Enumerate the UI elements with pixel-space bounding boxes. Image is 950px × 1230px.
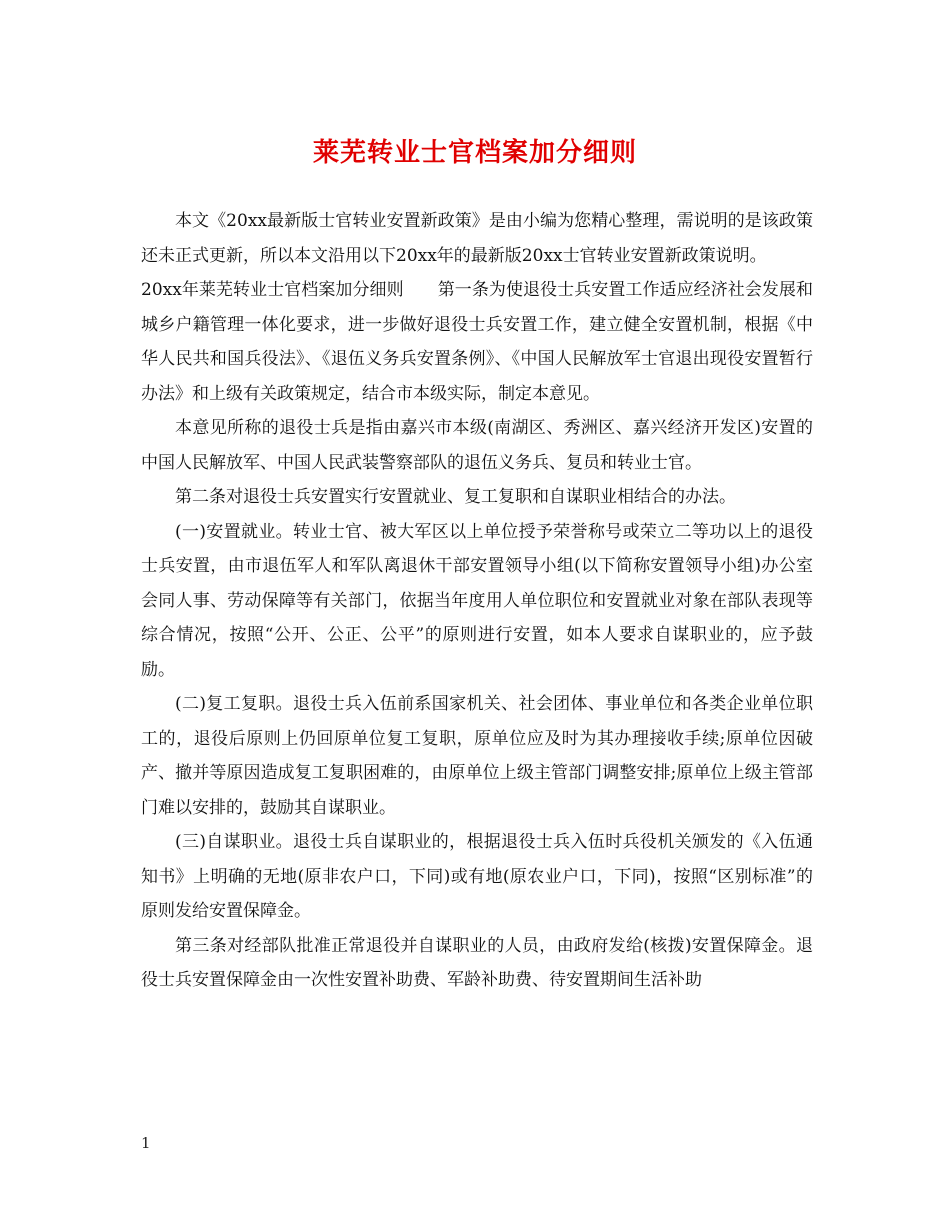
paragraph-6: (二)复工复职。退役士兵入伍前系国家机关、社会团体、事业单位和各类企业单位职工的，退役后原则上仍回原单位复工复职，原单位应及时为其办理接收手续;原单位因破产、撤并等原因造成复工复职困难的，由原单位上级主管部门调整安排;原单位上级主管部门难以安排的，鼓励其自谋职业。 (141, 694, 813, 818)
paragraph-7: (三)自谋职业。退役士兵自谋职业的，根据退役士兵入伍时兵役机关颁发的《入伍通知书》上明确的无地(原非农户口，下同)或有地(原农业户口，下同)，按照“区别标准”的原则发给安置保障金。 (141, 832, 813, 921)
paragraph-4: 第二条对退役士兵安置实行安置就业、复工复职和自谋职业相结合的办法。 (175, 487, 736, 507)
paragraph-3: 本意见所称的退役士兵是指由嘉兴市本级(南湖区、秀洲区、嘉兴经济开发区)安置的中国人民解放军、中国人民武装警察部队的退伍义务兵、复员和转业士官。 (141, 418, 813, 473)
paragraph-8: 第三条对经部队批准正常退役并自谋职业的人员，由政府发给(核拨)安置保障金。退役士兵安置保障金由一次性安置补助费、军龄补助费、待安置期间生活补助 (141, 935, 813, 990)
document-body (141, 204, 813, 998)
paragraph-5: (一)安置就业。转业士官、被大军区以上单位授予荣誉称号或荣立二等功以上的退役士兵安置，由市退伍军人和军队离退休干部安置领导小组(以下简称安置领导小组)办公室会同人事、劳动保障等有关部门，依据当年度用人单位职位和安置就业对象在部队表现等综合情况，按照“公开、公正、公平”的原则进行安置，如本人要求自谋职业的，应予鼓励。 (141, 521, 813, 680)
paragraph-2: 20xx年莱芜转业士官档案加分细则 第一条为使退役士兵安置工作适应经济社会发展和城乡户籍管理一体化要求，进一步做好退役士兵安置工作，建立健全安置机制，根据《中华人民共和国兵役法》、《退伍义务兵安置条例》、《中国人民解放军士官退出现役安置暂行办法》和上级有关政策规定，结合市本级实际，制定本意见。 (141, 280, 813, 404)
document-title: 莱芜转业士官档案加分细则 (312, 138, 637, 168)
page-number: 1 (141, 1134, 151, 1152)
paragraph-1: 本文《20xx最新版士官转业安置新政策》是由小编为您精心整理，需说明的是该政策还未正式更新，所以本文沿用以下20xx年的最新版20xx士官转业安置新政策说明。 (141, 211, 813, 266)
